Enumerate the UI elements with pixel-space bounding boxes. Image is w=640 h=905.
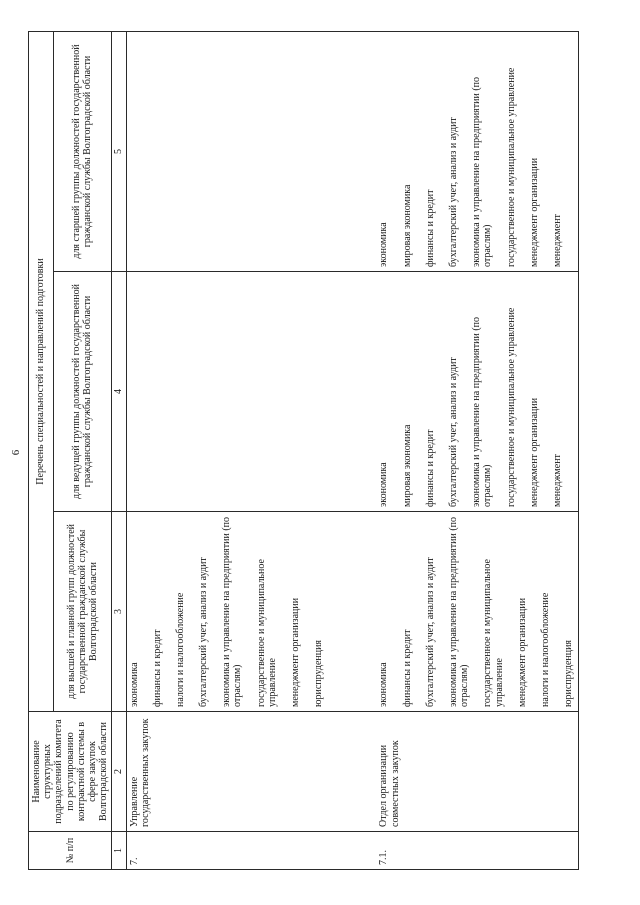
specialty-item: финансы и кредит (151, 629, 163, 707)
specialty-item: финансы и кредит (424, 189, 436, 267)
specialty-item: бухгалтерский учет, анализ и аудит (198, 557, 210, 707)
header-highest-group: для высшей и главной групп должностей государственной гражданской службы Волгоградской области (53, 512, 112, 712)
header-num: № п/п (29, 832, 112, 870)
specialty-item: менеджмент организации (528, 397, 540, 507)
specialty-item: экономика (378, 222, 390, 267)
column-number: 2 (112, 712, 126, 832)
specialty-item: юриспруденция (563, 639, 575, 707)
specialty-item: экономика и управление на предприятии (по отраслям) (471, 316, 494, 507)
specialty-list-col5 (328, 32, 578, 272)
specialty-item: бухгалтерский учет, анализ и аудит (447, 357, 459, 507)
specialty-list-col3 (126, 512, 328, 712)
column-number: 5 (112, 32, 126, 272)
specialty-item: экономика и управление на предприятии (по отраслям) (221, 516, 244, 707)
specialty-list-col3 (328, 512, 578, 712)
specialty-item: государственное и муниципальное управление (505, 67, 517, 267)
department-name: Отдел организации совместных закупок (328, 712, 578, 832)
specialty-item: бухгалтерский учет, анализ и аудит (447, 117, 459, 267)
row-number: 7. (126, 832, 328, 870)
specialty-item: менеджмент организации (528, 157, 540, 267)
specialty-item: налоги и налогообложение (174, 592, 186, 707)
department-name: Управление государственных закупок (126, 712, 328, 832)
specialty-list-col5 (126, 32, 328, 272)
specialty-item: мировая экономика (401, 184, 413, 267)
header-group-title: Перечень специальностей и направлений подготовки (29, 32, 54, 712)
table-body (126, 32, 579, 870)
specialties-table (28, 31, 579, 870)
column-number: 1 (112, 832, 126, 870)
specialty-list-col4 (126, 272, 328, 512)
specialty-item: налоги и налогообложение (539, 592, 551, 707)
page-number: 6 (10, 449, 22, 456)
specialty-item: государственное и муниципальное управление (255, 559, 278, 707)
specialty-item: экономика и управление на предприятии (по отраслям) (471, 76, 494, 267)
row-number: 7.1. (328, 832, 578, 870)
specialty-item: мировая экономика (401, 424, 413, 507)
specialty-item: экономика (378, 462, 390, 507)
header-department: Наименование структурных подразделений комитета по регулированию контрактной системы в сфере закупок Волгоградской области (29, 712, 112, 832)
specialty-list-col4 (328, 272, 578, 512)
specialty-item: экономика (378, 662, 390, 707)
specialty-item: менеджмент организации (516, 597, 528, 707)
specialty-item: бухгалтерский учет, анализ и аудит (424, 557, 436, 707)
specialty-item: экономика (128, 662, 140, 707)
specialty-item: менеджмент организации (290, 597, 301, 707)
specialty-item: государственное и муниципальное управление (505, 307, 517, 507)
header-senior-group: для старшей группы должностей государственной гражданской службы Волгоградской области (53, 32, 112, 272)
column-number: 4 (112, 272, 126, 512)
specialty-item: менеджмент (551, 214, 563, 267)
specialty-item: финансы и кредит (424, 429, 436, 507)
specialty-item: менеджмент (551, 454, 563, 507)
specialty-item: юриспруденция (313, 639, 325, 707)
specialty-item: экономика и управление на предприятии (по отраслям) (447, 516, 471, 707)
table-row (328, 32, 578, 870)
column-number: 3 (112, 512, 126, 712)
header-leading-group: для ведущей группы должностей государственной гражданской службы Волгоградской области (53, 272, 112, 512)
specialty-item: финансы и кредит (401, 629, 413, 707)
specialty-item: государственное и муниципальное управление (482, 559, 505, 707)
table-row (126, 32, 328, 870)
